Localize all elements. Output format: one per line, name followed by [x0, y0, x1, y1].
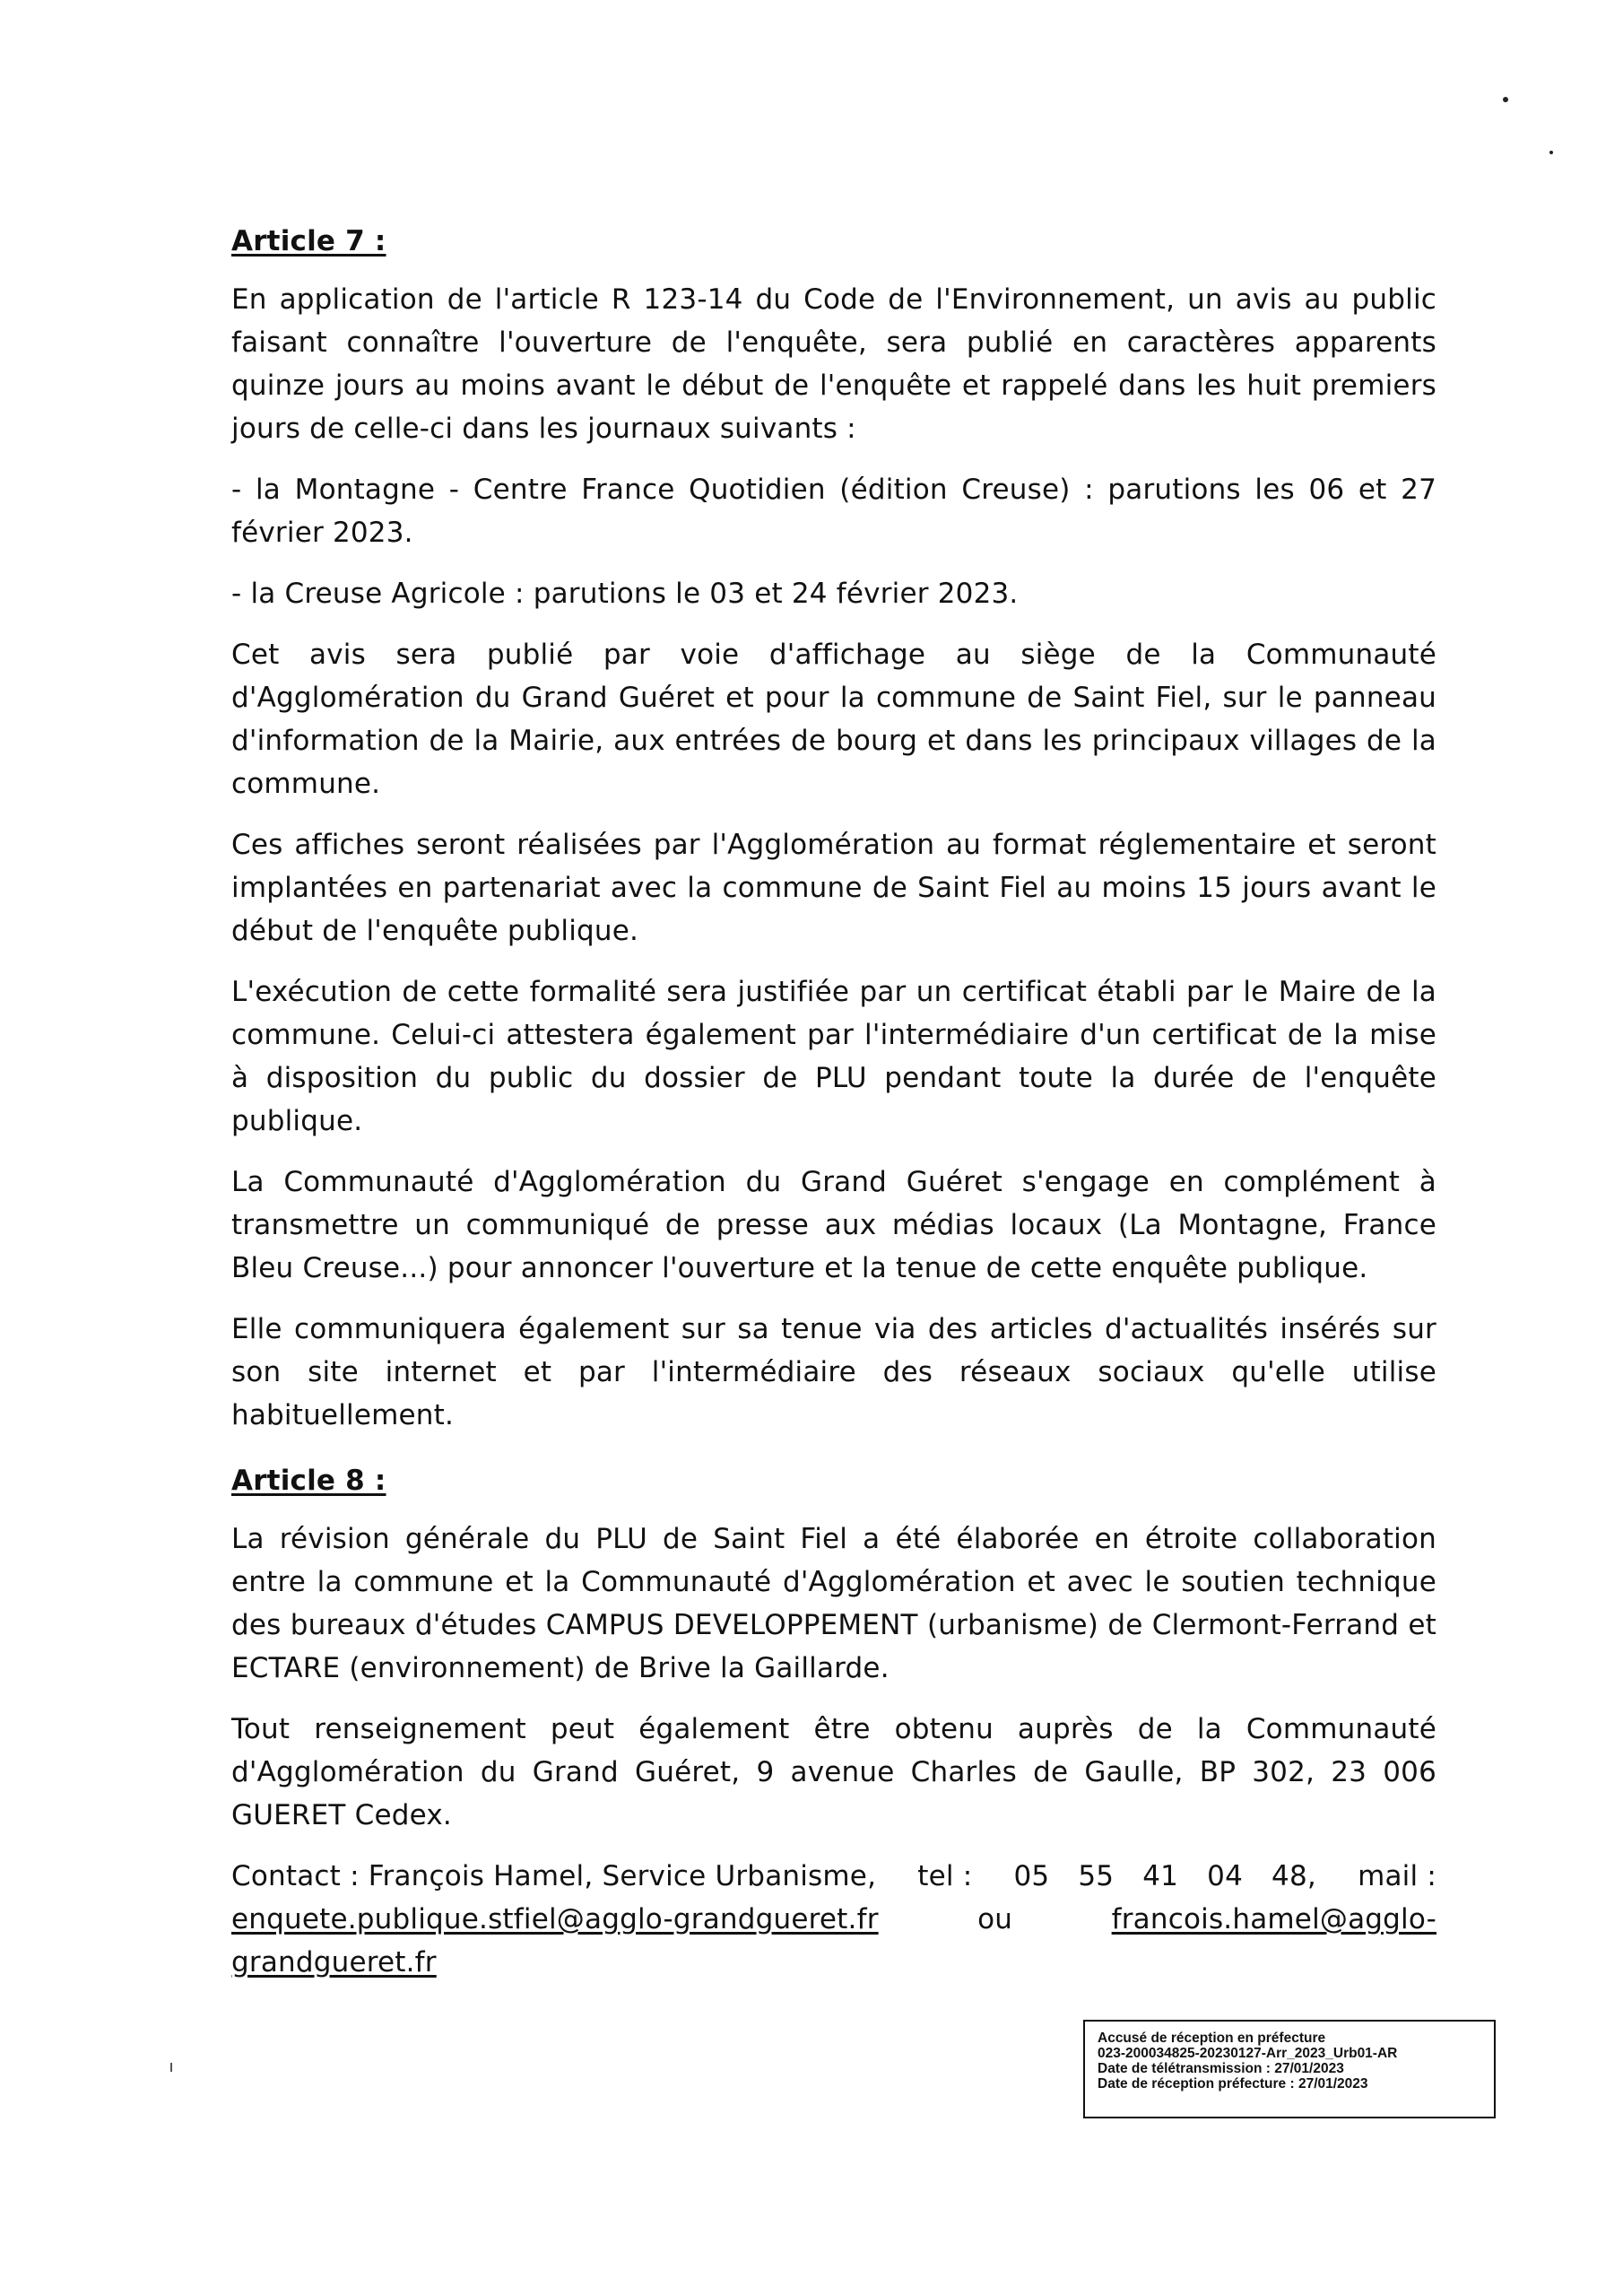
email-link-francois-hamel[interactable]: francois.hamel@agglo- [1111, 1903, 1436, 1935]
contact-name: Contact : François Hamel, Service Urbanisme, [231, 1860, 877, 1892]
prefecture-receipt-stamp [1083, 2020, 1496, 2118]
scan-speck [1503, 97, 1508, 102]
contact-line-3 [231, 1941, 1436, 1984]
stamp-line-4: Date de réception préfecture : 27/01/2023 [1098, 2076, 1368, 2092]
contact-or: ou [977, 1903, 1013, 1935]
article-8-paragraph-1: La révision générale du PLU de Saint Fiel a été élaborée en étroite collaboration entre la commune et la Communauté d'Agglomération et avec le soutien technique des bureaux d'études CAMPUS DEVELOPPEMENT (urbanisme) de Clermont-Ferrand et ECTARE (environnement) de Brive la Gaillarde. [231, 1523, 1436, 1684]
scan-speck [170, 2063, 172, 2072]
stamp-line-3: Date de télétransmission : 27/01/2023 [1098, 2061, 1344, 2076]
article-7-paragraph-8: Elle communiquera également sur sa tenue via des articles d'actualités insérés sur son site internet et par l'intermédiaire des réseaux sociaux qu'elle utilise habituellement. [231, 1313, 1436, 1431]
article-7-paragraph-2: - la Montagne - Centre France Quotidien (édition Creuse) : parutions les 06 et 27 février 2023. [231, 474, 1436, 549]
contact-line-2 [231, 1898, 1436, 1941]
email-link-francois-hamel-continued[interactable]: grandgueret.fr [231, 1946, 437, 1979]
article-7-paragraph-5: Ces affiches seront réalisées par l'Agglomération au format réglementaire et seront implantées en partenariat avec la commune de Saint Fiel au moins 15 jours avant le début de l'enquête publique. [231, 829, 1436, 947]
contact-line-1 [231, 1855, 1436, 1898]
scan-speck [1549, 151, 1553, 154]
article-7-paragraph-6: L'exécution de cette formalité sera justifiée par un certificat établi par le Maire de la commune. Celui-ci attestera également par l'intermédiaire d'un certificat de la mise à disposition du public du dossier de PLU pendant toute la durée de l'enquête publique. [231, 976, 1436, 1137]
article-8-paragraph-2: Tout renseignement peut également être obtenu auprès de la Communauté d'Agglomération du Grand Guéret, 9 avenue Charles de Gaulle, BP 302, 23 006 GUERET Cedex. [231, 1713, 1436, 1831]
contact-mail-label: mail : [1358, 1860, 1436, 1892]
stamp-line-1: Accusé de réception en préfecture [1098, 2031, 1326, 2046]
contact-block [231, 1855, 1436, 1984]
article-7-paragraph-3: - la Creuse Agricole : parutions le 03 et 24 février 2023. [231, 578, 1019, 610]
document-body [231, 219, 1436, 1984]
article-7-paragraph-1: En application de l'article R 123-14 du Code de l'Environnement, un avis au public faisant connaître l'ouverture de l'enquête, sera publié en caractères apparents quinze jours au moins avant le début de l'enquête et rappelé dans les huit premiers jours de celle-ci dans les journaux suivants : [231, 283, 1436, 445]
email-link-enquete[interactable]: enquete.publique.stfiel@agglo-grandgueret.fr [231, 1903, 879, 1935]
article-7-paragraph-7: La Communauté d'Agglomération du Grand Guéret s'engage en complément à transmettre un communiqué de presse aux médias locaux (La Montagne, France Bleu Creuse...) pour annoncer l'ouverture et la tenue de cette enquête publique. [231, 1166, 1436, 1284]
stamp-line-2: 023-200034825-20230127-Arr_2023_Urb01-AR [1098, 2046, 1398, 2061]
article-7-heading: Article 7 : [231, 225, 386, 257]
article-7-paragraph-4: Cet avis sera publié par voie d'affichage au siège de la Communauté d'Agglomération du Grand Guéret et pour la commune de Saint Fiel, sur le panneau d'information de la Mairie, aux entrées de bourg et dans les principaux villages de la commune. [231, 639, 1436, 800]
article-8-heading: Article 8 : [231, 1465, 386, 1497]
contact-tel: 05 55 41 04 48, [1013, 1860, 1316, 1892]
contact-tel-label: tel : [917, 1860, 973, 1892]
